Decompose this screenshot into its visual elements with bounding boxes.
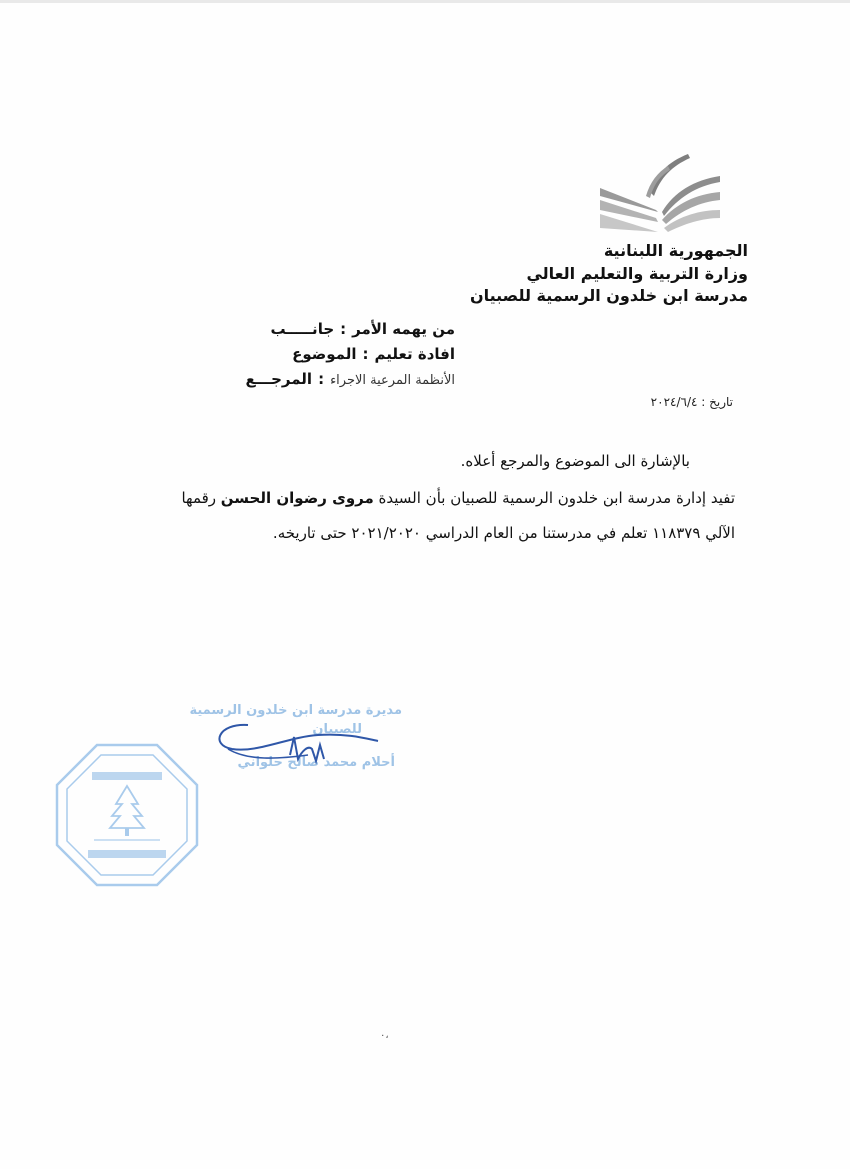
body-paragraph-2-end: رقمها [181,489,221,507]
scan-edge [0,0,850,3]
to-value: من يهمه الأمر [352,320,455,338]
body-paragraph-2-start: تفيد إدارة مدرسة ابن خلدون الرسمية للصبيان بأن السيدة [373,489,735,507]
book-logo-icon [596,152,724,234]
to-separator: : [340,320,347,338]
meta-to-row [271,320,455,342]
meta-reference-row [245,370,455,392]
reference-separator: : [318,370,325,388]
stamp-title: مديرة مدرسة ابن خلدون الرسمية [189,703,402,718]
meta-subject-row [292,345,455,367]
body-paragraph-3: الآلي ١١٨٣٧٩ تعلم في مدرستنا من العام الدراسي ٢٠٢١/٢٠٢٠ حتى تاريخه. [272,524,735,542]
to-label: جانـــــب [270,320,335,338]
header-ministry: وزارة التربية والتعليم العالي [526,264,748,283]
header-republic: الجمهورية اللبنانية [603,241,748,260]
document-date: تاريخ : ٢٠٢٤/٦/٤ [650,395,733,409]
body-paragraph-1: بالإشارة الى الموضوع والمرجع أعلاه. [460,452,690,470]
employee-name: مروى رضوان الحسن [220,489,374,507]
signature-icon [208,715,383,775]
stamp-director-name: أحلام محمد صالح حلواني [237,755,395,770]
header-school: مدرسة ابن خلدون الرسمية للصبيان [469,286,748,305]
reference-label: المرجـــع [245,370,313,388]
reference-value: الأنظمة المرعية الاجراء [330,373,455,388]
footer-mark: ٠، [380,1030,389,1041]
body-paragraph-2 [181,489,735,507]
official-seal-icon [54,742,200,888]
subject-value: افادة تعليم [374,345,455,363]
stamp-subtitle: للصبيان [312,722,362,737]
subject-separator: : [362,345,369,363]
subject-label: الموضوع [292,345,357,363]
